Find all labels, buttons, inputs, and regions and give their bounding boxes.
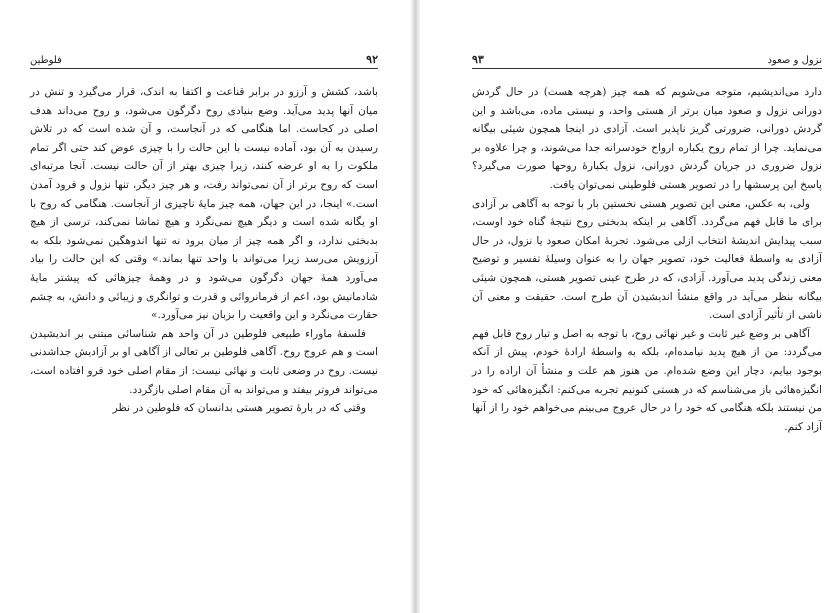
paragraph: فلسفهٔ ماوراء طبیعی فلوطین در آن واحد هم شناسائی مبتنی بر اندیشیدن است و هم عروج روح. آگاهی فلوطین بر تعالی از آگاهی او بر آزادیش جداشدنی نیست. روح در وضعی ثابت و نهائی نیست: از مقام اصلی خود فرو افتاده است، می‌تواند فروتر بیفتد و می‌تواند به آن مقام اصلی بازگردد. <box>30 327 378 396</box>
left-page <box>0 0 411 613</box>
right-page-body <box>472 83 822 436</box>
book-gutter <box>411 0 420 613</box>
paragraph: باشد، کشش و آرزو در برابر قناعت و اکتفا به اندک، قرار می‌گیرد و تنش در میان آنها پدید می‌آید. وضع بنیادی روح دگرگون می‌شود، و روح می‌داند هدف اصلی در کجاست. اما هنگامی که در آنجاست، و آن شده است که در تلاش رسیدن به آن بود، آماده نیست با این حالت را با چیزی عوض کند حتی اگر تمام ملکوت را به او عرضه کنند، زیرا چیزی بهتر از آن حالت نیست. آنجا مرتبه‌ای است که روح برتر از آن نمی‌تواند رفت، و هر چیز دیگر، تنها نزول و فرود آمدن است.» اینجا، در این جهان، همه چیز مایهٔ ناچیزی از آنجاست. هنگامی که روح با او یگانه شده است و دیگر هیچ نمی‌نگرد و هیچ تماشا نمی‌کند، ترسی از هیچ بدبختی ندارد، و اگر همه چیز از میان برود نه تنها اندوهگین نمی‌شود بلکه به آرزویش می‌رسد زیرا می‌تواند با واحد تنها بماند.» وقتی که این حالت را بیاد می‌آورد همهٔ جهان دگرگون می‌شود و در وهمهٔ چیزهائی که پیشتر مایهٔ شادمانیش بود، اعم از فرمانروائی و قدرت و توانگری و زیبائی و دانش، به چشم حقارت می‌نگرد و این واقعیت را بزبان نیز می‌آورد.» <box>30 86 378 322</box>
left-page-body <box>30 83 378 418</box>
right-page <box>420 0 832 613</box>
page-number: ۹۲ <box>366 53 378 66</box>
paragraph: آگاهی بر وضع غیر ثابت و غیر نهائی روح، با توجه به اصل و تبار روح قابل فهم می‌گردد: من از هیچ پدید نیامده‌ام، بلکه به واسطهٔ ارادهٔ خودم، پیش از آنکه بوجود بیایم، دچار این وضع شده‌ام. من هنوز هم علت و منشأ آن اراده را در انگیزه‌هائی باز می‌شناسم که در هستی کنونیم تجربه می‌کنم: انگیزه‌هائی که خود من نیستند بلکه هنگامی که خود را در حال عروج می‌بینم می‌خواهم خود را از آنها آزاد کنم. <box>472 327 822 433</box>
running-title: نزول و صعود <box>767 55 822 66</box>
running-title: فلوطین <box>30 55 62 66</box>
paragraph: ولی، به عکس، معنی این تصویر هستی نخستین بار با توجه به آگاهی بر آزادی برای ما قابل فهم می‌گردد. آگاهی بر اینکه بدبختی روح نتیجهٔ گناه خود اوست، سبب پیدایش اندیشهٔ انتخاب ازلی می‌شود. تجربهٔ امکان صعود یا نزول، در حال آزادی به واسطهٔ فعالیت خود، تصویر جهان را به عنوان وسیلهٔ تفسیر و توضیح معنی زندگی پدید می‌آورد. آزادی، که در طرح عینی تصویر هستی، همچون شیئی بیگانه بنظر می‌آید در واقع منشأ اندیشیدن آن طرح است. حقیقت و معنی آن ناشی از تأثیر آزادی است. <box>472 197 822 322</box>
left-page-header <box>30 53 378 69</box>
right-page-header <box>472 53 822 69</box>
paragraph: دارد می‌اندیشیم، متوجه می‌شویم که همه چیز (هرچه هست) در حال گردش دورانی نزول و صعود میان برتر از هستی واحد، و نیستی ماده، می‌باشد و این گردش دورانی، ضرورتی گریز ناپذیر است. آزادی در اینجا همچون شیئی بیگانه می‌نماید. چرا از تمام روح یکباره ارواح خودسرانه جدا می‌شوند، و چرا علاوه بر نزول ضروری در جریان گردش دورانی، نزول یکبارهٔ روحها صورت می‌گیرد؟ پاسخ این پرسشها را در تصویر هستی فلوطینی نمی‌توان یافت. <box>472 86 822 191</box>
page-number: ۹۳ <box>472 53 484 66</box>
paragraph: وقتی که در بارهٔ تصویر هستی بدانسان که فلوطین در نظر <box>112 402 366 415</box>
